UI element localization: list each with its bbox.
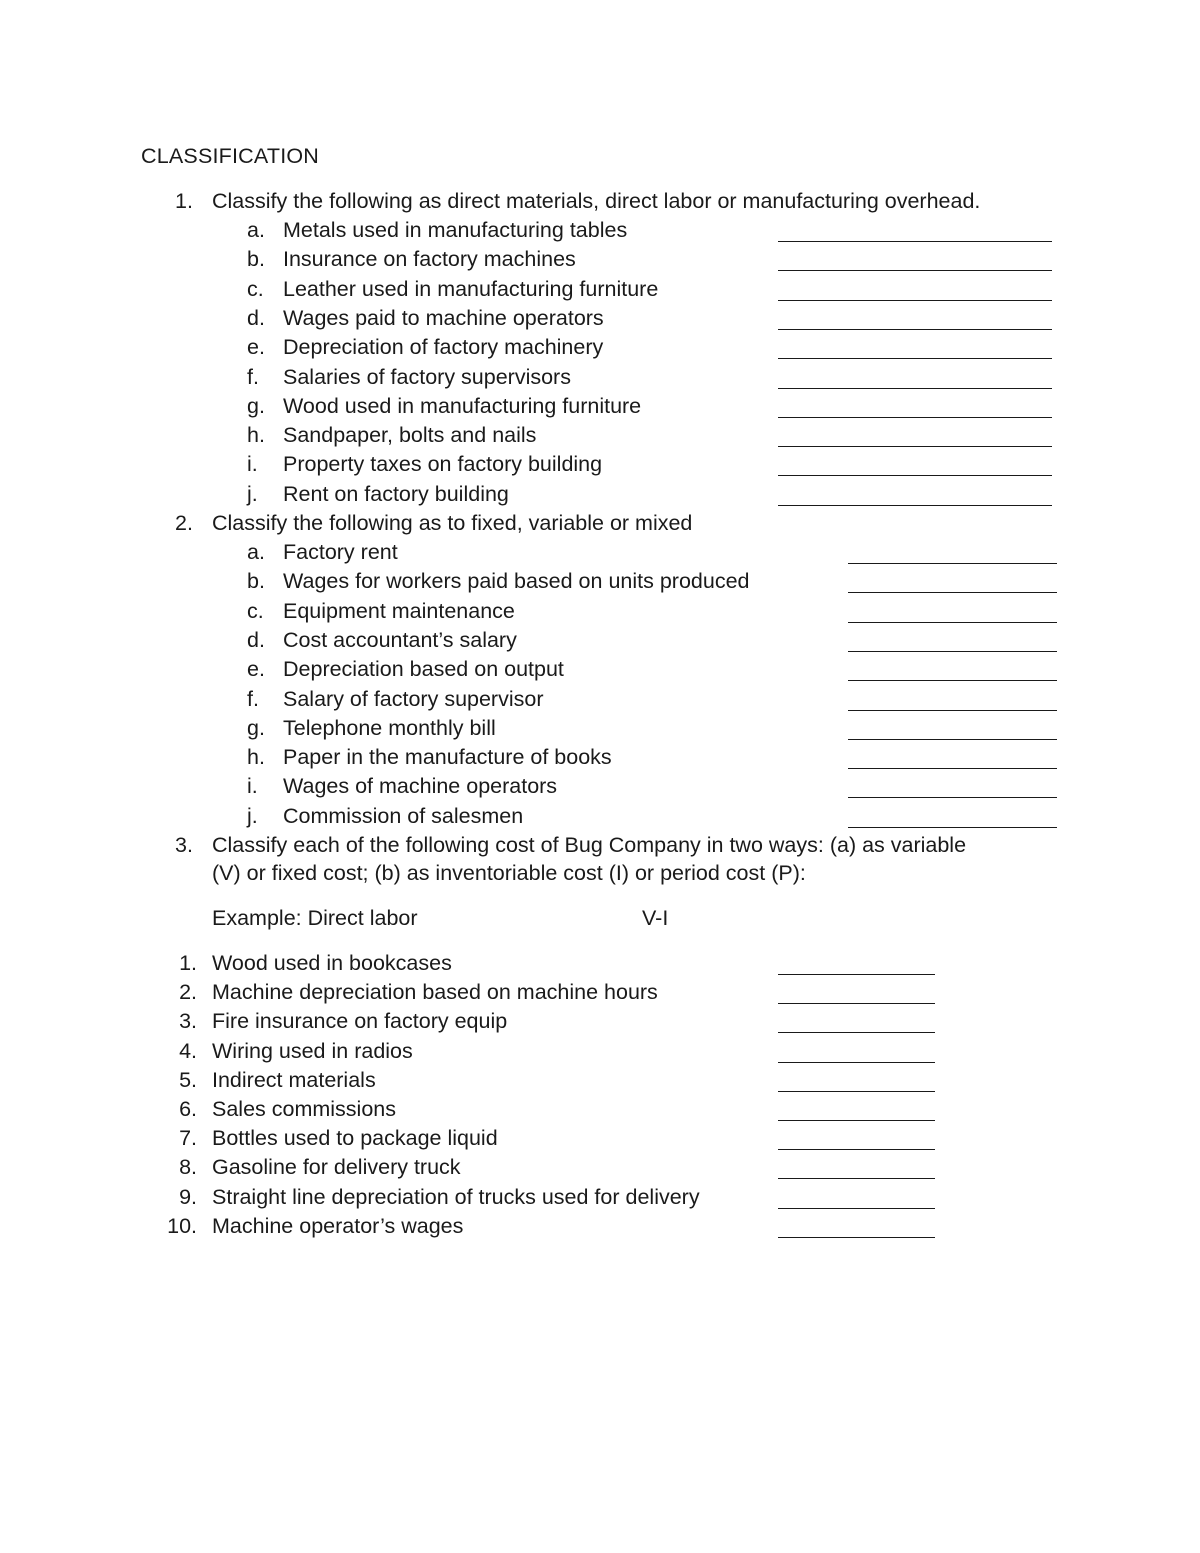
- item-text: Commission of salesmen: [283, 803, 524, 828]
- item-text: Depreciation of factory machinery: [283, 335, 604, 360]
- item-letter: h.: [247, 423, 265, 448]
- answer-blank[interactable]: [778, 388, 1052, 389]
- item-text: Property taxes on factory building: [283, 452, 603, 477]
- item-text: Wiring used in radios: [212, 1038, 413, 1063]
- example-label: Example: Direct labor: [212, 906, 418, 930]
- example-value: V-I: [642, 906, 669, 930]
- item-number: 3.: [179, 1009, 197, 1034]
- item-text: Straight line depreciation of trucks used for delivery: [212, 1184, 700, 1209]
- item-text: Sales commissions: [212, 1097, 396, 1121]
- answer-blank[interactable]: [778, 1149, 935, 1150]
- item-text: Salary of factory supervisor: [283, 686, 544, 711]
- item-number: 7.: [179, 1126, 197, 1151]
- answer-blank[interactable]: [848, 680, 1057, 681]
- answer-blank[interactable]: [848, 827, 1057, 828]
- item-letter: e.: [247, 335, 265, 360]
- item-letter: a.: [247, 540, 265, 564]
- item-letter: i.: [247, 452, 258, 477]
- item-text: Factory rent: [283, 540, 398, 564]
- answer-blank[interactable]: [848, 592, 1057, 593]
- item-letter: d.: [247, 305, 265, 330]
- answer-blank[interactable]: [778, 300, 1052, 301]
- answer-blank[interactable]: [778, 1120, 935, 1121]
- answer-blank[interactable]: [778, 329, 1052, 330]
- item-number: 4.: [179, 1038, 197, 1063]
- question-1-prompt: Classify the following as direct materials, direct labor or manufacturing overhead.: [212, 189, 981, 213]
- answer-blank[interactable]: [848, 797, 1057, 798]
- item-text: Machine operator’s wages: [212, 1213, 464, 1238]
- item-letter: b.: [247, 247, 265, 272]
- item-number: 10.: [167, 1213, 197, 1238]
- item-text: Machine depreciation based on machine hours: [212, 980, 658, 1005]
- item-text: Rent on factory building: [283, 481, 509, 506]
- item-number: 8.: [179, 1155, 197, 1180]
- answer-blank[interactable]: [778, 505, 1052, 506]
- item-text: Wages of machine operators: [283, 774, 558, 799]
- question-number: 1.: [175, 189, 193, 213]
- item-text: Fire insurance on factory equip: [212, 1009, 508, 1034]
- item-text: Metals used in manufacturing tables: [283, 218, 628, 242]
- answer-blank[interactable]: [778, 1208, 935, 1209]
- answer-blank[interactable]: [848, 710, 1057, 711]
- answer-blank[interactable]: [778, 358, 1052, 359]
- answer-blank[interactable]: [848, 768, 1057, 769]
- item-letter: g.: [247, 393, 265, 418]
- question-2-prompt: Classify the following as to fixed, variable or mixed: [212, 511, 693, 535]
- answer-blank[interactable]: [848, 622, 1057, 623]
- question-2-number: 2.: [175, 511, 193, 535]
- item-letter: h.: [247, 745, 265, 770]
- item-letter: e.: [247, 657, 265, 682]
- question-1: [175, 188, 193, 214]
- answer-blank[interactable]: [778, 1032, 935, 1033]
- item-letter: g.: [247, 715, 265, 740]
- page-title: CLASSIFICATION: [141, 144, 320, 168]
- item-text: Equipment maintenance: [283, 598, 515, 623]
- item-text: Salaries of factory supervisors: [283, 364, 571, 389]
- item-text: Insurance on factory machines: [283, 247, 576, 272]
- item-text: Wages for workers paid based on units produced: [283, 569, 750, 594]
- item-text: Leather used in manufacturing furniture: [283, 276, 659, 301]
- answer-blank[interactable]: [778, 241, 1052, 242]
- item-text: Depreciation based on output: [283, 657, 564, 682]
- answer-blank[interactable]: [778, 1003, 935, 1004]
- item-text: Bottles used to package liquid: [212, 1126, 498, 1151]
- item-letter: c.: [247, 276, 264, 301]
- item-text: Paper in the manufacture of books: [283, 745, 612, 770]
- answer-blank[interactable]: [778, 1237, 935, 1238]
- answer-blank[interactable]: [778, 1062, 935, 1063]
- answer-blank[interactable]: [848, 651, 1057, 652]
- answer-blank[interactable]: [778, 1178, 935, 1179]
- item-letter: a.: [247, 218, 265, 242]
- answer-blank[interactable]: [848, 563, 1057, 564]
- answer-blank[interactable]: [848, 739, 1057, 740]
- item-number: 1.: [179, 951, 197, 975]
- item-text: Wages paid to machine operators: [283, 305, 604, 330]
- answer-blank[interactable]: [778, 270, 1052, 271]
- item-letter: c.: [247, 598, 264, 623]
- answer-blank[interactable]: [778, 974, 935, 975]
- answer-blank[interactable]: [778, 446, 1052, 447]
- item-letter: b.: [247, 569, 265, 594]
- item-text: Wood used in bookcases: [212, 951, 452, 975]
- answer-blank[interactable]: [778, 475, 1052, 476]
- item-text: Wood used in manufacturing furniture: [283, 393, 642, 418]
- item-letter: d.: [247, 627, 265, 652]
- item-text: Telephone monthly bill: [283, 715, 496, 740]
- answer-blank[interactable]: [778, 417, 1052, 418]
- answer-blank[interactable]: [778, 1091, 935, 1092]
- question-3-prompt-line-2: (V) or fixed cost; (b) as inventoriable cost (I) or period cost (P):: [212, 861, 806, 885]
- item-number: 6.: [179, 1097, 197, 1121]
- question-3-prompt-line-1: Classify each of the following cost of Bug Company in two ways: (a) as variable: [212, 833, 967, 857]
- item-letter: j.: [247, 803, 258, 828]
- item-number: 2.: [179, 980, 197, 1005]
- item-text: Gasoline for delivery truck: [212, 1155, 461, 1180]
- item-letter: f.: [247, 686, 259, 711]
- question-3-number: 3.: [175, 833, 193, 857]
- item-number: 5.: [179, 1067, 197, 1092]
- item-text: Sandpaper, bolts and nails: [283, 423, 537, 448]
- item-text: Cost accountant’s salary: [283, 627, 517, 652]
- item-number: 9.: [179, 1184, 197, 1209]
- item-letter: f.: [247, 364, 259, 389]
- item-letter: i.: [247, 774, 258, 799]
- item-text: Indirect materials: [212, 1067, 376, 1092]
- item-letter: j.: [247, 481, 258, 506]
